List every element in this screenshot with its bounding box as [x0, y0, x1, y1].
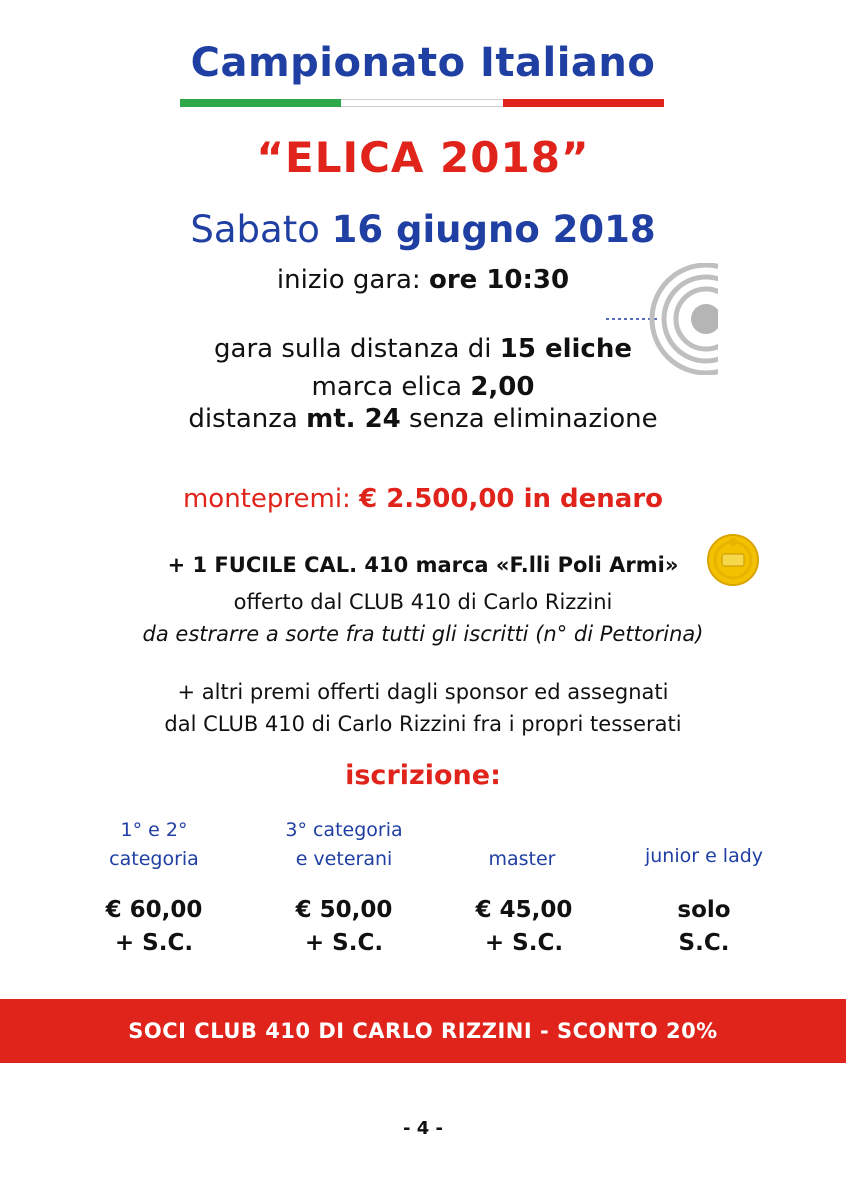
category-label-line1: 3° categoria — [285, 819, 403, 841]
flag-red-stripe — [503, 99, 664, 107]
gun-prize-line: + 1 FUCILE CAL. 410 marca «F.lli Poli Armi» — [167, 553, 679, 577]
range-line — [0, 400, 846, 438]
page-number: - 4 - — [403, 1118, 443, 1139]
range-suffix: senza eliminazione — [400, 404, 658, 434]
category-label-line2: e veterani — [295, 848, 393, 870]
category-label-line1: master — [488, 848, 556, 870]
gun-offer-line: offerto dal CLUB 410 di Carlo Rizzini — [233, 590, 613, 614]
range-value: mt. 24 — [306, 404, 401, 434]
category-3-veterani — [254, 816, 434, 874]
category-label-line1: 1° e 2° — [120, 819, 188, 841]
page-title: Campionato Italiano — [190, 40, 656, 86]
distance-value: 15 eliche — [499, 334, 632, 364]
price-extra: + S.C. — [304, 930, 384, 956]
price-value: € 50,00 — [295, 897, 393, 923]
category-master — [432, 845, 612, 874]
discount-banner — [0, 999, 846, 1063]
event-date — [0, 208, 846, 251]
start-time-value: ore 10:30 — [428, 265, 570, 295]
price-category-3-veterani — [254, 894, 434, 960]
price-extra: + S.C. — [484, 930, 564, 956]
distance-line — [0, 330, 846, 368]
flag-white-stripe — [341, 99, 502, 107]
prize-pool — [0, 484, 846, 514]
registration-heading: iscrizione: — [345, 760, 501, 791]
prize-label: montepremi: — [182, 484, 360, 514]
price-extra: + S.C. — [114, 930, 194, 956]
other-prizes-line-2: dal CLUB 410 di Carlo Rizzini fra i propri tesserati — [164, 712, 682, 736]
gun-draw-line: da estrarre a sorte fra tutti gli iscritti (n° di Pettorina) — [142, 622, 704, 646]
distance-label: gara sulla distanza di — [214, 334, 500, 364]
category-label-line2: categoria — [109, 848, 199, 870]
start-time-label: inizio gara: — [276, 265, 429, 295]
price-junior-lady — [614, 894, 794, 960]
price-master — [434, 894, 614, 960]
discount-text: SOCI CLUB 410 DI CARLO RIZZINI - SCONTO 20% — [128, 1019, 718, 1043]
event-date-value: 16 giugno 2018 — [331, 208, 656, 251]
event-day: Sabato — [190, 208, 332, 251]
flag-green-stripe — [180, 99, 341, 107]
range-label: distanza — [188, 404, 307, 434]
other-prizes-line-1: + altri premi offerti dagli sponsor ed assegnati — [177, 680, 669, 704]
brand-label: marca elica — [311, 372, 471, 402]
brand-value: 2,00 — [470, 372, 535, 402]
start-time-line — [0, 265, 846, 295]
event-name: “ELICA 2018” — [256, 133, 590, 182]
prize-value: € 2.500,00 in denaro — [359, 484, 664, 514]
category-junior-lady — [614, 842, 794, 871]
price-value: € 45,00 — [475, 897, 573, 923]
price-extra: S.C. — [678, 930, 730, 956]
price-category-1-2 — [64, 894, 244, 960]
category-1-2 — [64, 816, 244, 874]
price-value: solo — [677, 897, 731, 923]
price-value: € 60,00 — [105, 897, 203, 923]
category-label-line1: junior e lady — [644, 845, 764, 867]
club-medal-icon — [707, 530, 759, 590]
italian-flag-divider — [180, 99, 664, 107]
